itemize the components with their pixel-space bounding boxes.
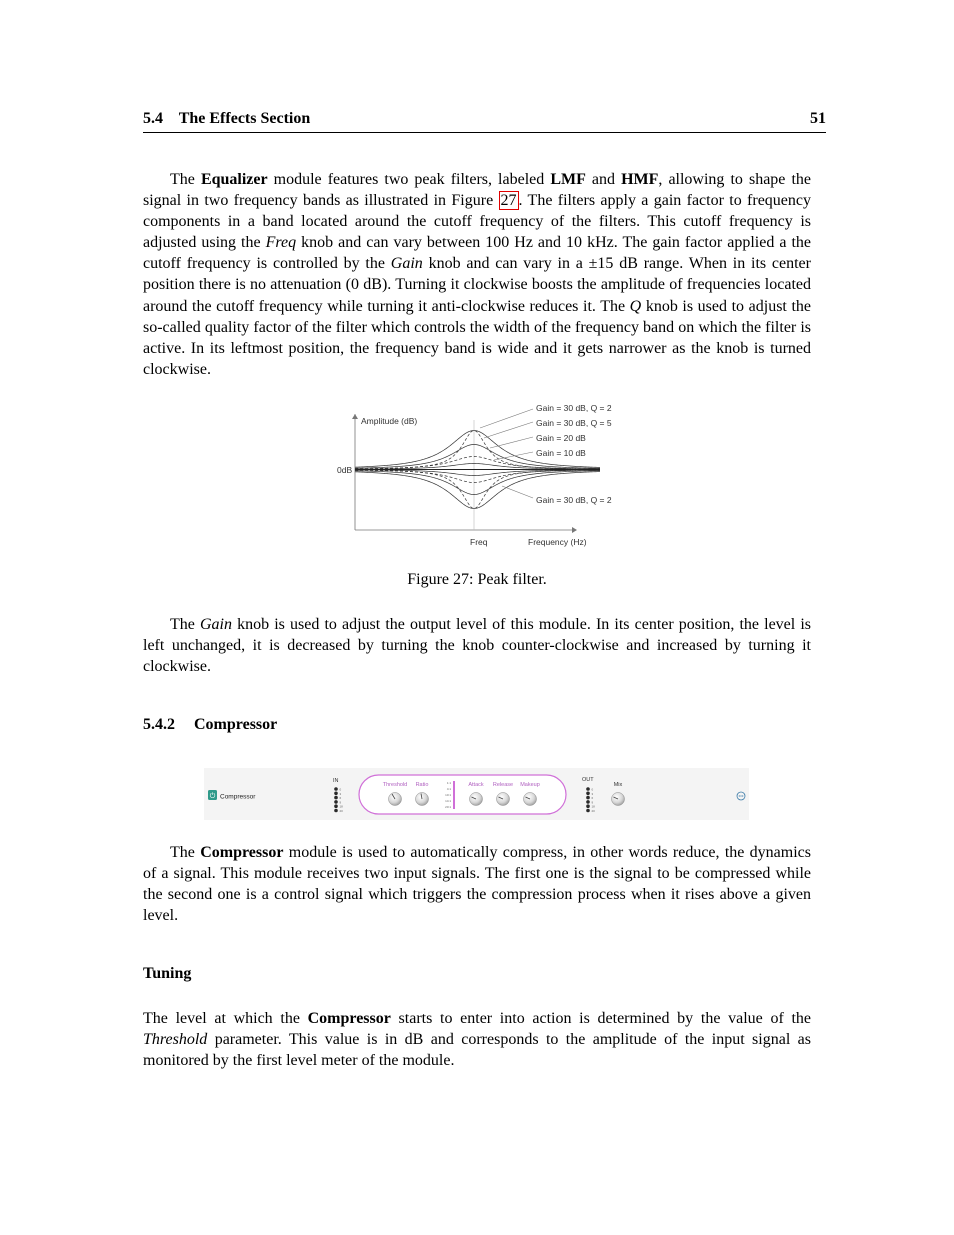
ratio-tick: 10:1	[445, 793, 451, 797]
ratio-knob[interactable]	[416, 793, 429, 806]
text: module features two peak filters, labeled	[267, 171, 551, 188]
meter-led	[586, 787, 590, 791]
meter-led	[334, 800, 338, 804]
paragraph-tuning	[143, 1008, 811, 1071]
meter-led	[334, 792, 338, 796]
x-axis-arrow	[572, 527, 577, 533]
out-meter-label: OUT	[582, 777, 594, 783]
y-axis-label: Amplitude (dB)	[361, 416, 418, 426]
meter-led	[586, 800, 590, 804]
knob-label-mix: Mix	[613, 782, 623, 788]
knob-label-release: Release	[492, 782, 514, 788]
meter-tick: 3	[339, 791, 342, 796]
in-meter-label: IN	[333, 778, 339, 784]
meter-tick: 0	[591, 787, 594, 792]
text: knob and can vary between 100 Hz and 10 kHz. The gain factor applied a the cutoff frequency is controlled by the	[143, 234, 811, 273]
meter-tick: 20	[339, 809, 343, 813]
meter-tick: 6	[591, 796, 594, 801]
meter-led	[586, 796, 590, 800]
term-equalizer: Equalizer	[200, 171, 268, 188]
meter-tick: 0	[339, 787, 342, 792]
y-axis-arrow	[352, 414, 358, 419]
text: knob and can vary in a ±15 dB range. When in its center position there is no attenuation (0 dB). Turning it clockwise boosts the amplitude of frequencies located around the cutoff frequency while turning it anti-clockwise reduces it. The	[143, 255, 811, 315]
term-freq: Freq	[265, 234, 297, 252]
makeup-knob[interactable]	[524, 793, 537, 806]
compressor-module-panel	[204, 768, 750, 820]
text: The	[170, 171, 201, 188]
annotation-gain20: Gain = 20 dB	[536, 433, 586, 443]
ratio-tick: 1:1	[446, 781, 451, 785]
mix-knob[interactable]	[612, 793, 625, 806]
meter-led	[334, 796, 338, 800]
text: The	[170, 844, 201, 861]
section-heading	[143, 716, 277, 734]
annotation-leader-line	[480, 409, 533, 428]
text: knob is used to adjust the so-called quality factor of the filter which controls the width of the frequency band on which the filter is active. In its leftmost position, the frequency band is wide and it gets narrower as the knob is turned clockwise.	[143, 297, 812, 378]
section-header: 5.4 The Effects Section	[143, 110, 311, 127]
section-number: 5.4.2	[143, 716, 175, 733]
meter-tick: 18	[591, 804, 595, 809]
term-compressor: Compressor	[307, 1010, 391, 1027]
term-compressor: Compressor	[200, 844, 284, 861]
figure-reference-link[interactable]: 27	[500, 192, 517, 210]
term-gain: Gain	[200, 616, 232, 633]
attack-knob[interactable]	[470, 793, 483, 806]
section-title: Compressor	[194, 716, 278, 733]
meter-tick: 6	[339, 796, 342, 801]
annotation-leader-line	[502, 486, 533, 498]
x-axis-label: Frequency (Hz)	[528, 537, 587, 547]
annotation-gain10: Gain = 10 dB	[536, 448, 586, 458]
knob-label-attack: Attack	[468, 782, 484, 788]
text: and	[585, 171, 622, 188]
meter-led	[586, 804, 590, 808]
annotation-leaders	[480, 409, 533, 498]
meter-led	[334, 804, 338, 808]
term-hmf: HMF	[621, 171, 659, 188]
annotation-leader-line	[490, 437, 533, 448]
text: . The filters apply a gain factor to frequency components in a band located around the cutoff frequency of the filters. This cutoff frequency is adjusted using the	[143, 192, 812, 252]
term-lmf: LMF	[550, 171, 586, 188]
term-threshold: Threshold	[143, 1031, 208, 1049]
meter-tick: 3	[591, 791, 594, 796]
power-icon: ⏻	[209, 793, 216, 800]
peak-filter-figure	[330, 398, 630, 550]
meter-tick: 18	[339, 804, 343, 809]
meter-tick: 9	[591, 800, 594, 805]
term-q: Q	[629, 297, 642, 315]
threshold-knob[interactable]	[389, 793, 402, 806]
ratio-tick: 4:1	[446, 787, 451, 791]
annotation-leader-line	[484, 422, 533, 438]
subsection-heading: Tuning	[143, 965, 192, 982]
knob-label-makeup: Makeup	[520, 782, 540, 788]
annotation-gain30-q2-top: Gain = 30 dB, Q = 2	[536, 403, 612, 413]
paragraph-equalizer	[143, 169, 811, 380]
figure-caption: Figure 27: Peak filter.	[407, 571, 547, 588]
term-gain: Gain	[390, 255, 423, 273]
text: , allowing to shape the signal in two frequency bands as illustrated in Figure	[143, 171, 812, 210]
text: module is used to automatically compress, in other words reduce, the dynamics of a signal. This module receives two input signals. The first one is the signal to be compressed while the second one is a control signal which triggers the compression process when it rises above a given level.	[143, 844, 812, 925]
knob-label-ratio: Ratio	[415, 782, 429, 788]
meter-led	[334, 809, 338, 813]
knob-label-threshold: Threshold	[382, 782, 408, 788]
meter-led	[586, 792, 590, 796]
annotation-gain30-q5: Gain = 30 dB, Q = 5	[536, 418, 612, 428]
meter-tick: 20	[591, 809, 595, 813]
release-knob[interactable]	[497, 793, 510, 806]
page-header	[143, 110, 826, 133]
text: knob is used to adjust the output level of this module. In its center position, the level is left unchanged, it is decreased by turning the knob counter-clockwise and increased by turning it clockwise.	[143, 616, 812, 676]
annotation-gain30-q2-bottom: Gain = 30 dB, Q = 2	[536, 495, 612, 505]
ratio-tick: 14:1	[445, 799, 451, 803]
meter-led	[334, 787, 338, 791]
meter-led	[586, 809, 590, 813]
page-number: 51	[810, 110, 826, 127]
ratio-scale-bar	[453, 781, 455, 809]
module-title: Compressor	[220, 793, 256, 801]
paragraph-compressor	[143, 842, 811, 926]
text: parameter. This value is in dB and corresponds to the amplitude of the input signal as monitored by the first level meter of the module.	[143, 1031, 811, 1070]
meter-tick: 9	[339, 800, 342, 805]
paragraph-gain	[143, 614, 811, 677]
ratio-tick: 20:1	[445, 805, 451, 809]
freq-tick-label: Freq	[470, 537, 488, 547]
zero-db-label: 0dB	[337, 465, 353, 475]
text: starts to enter into action is determined by the value of the	[390, 1010, 811, 1027]
text: The	[170, 616, 200, 633]
text: The level at which the	[143, 1010, 308, 1027]
